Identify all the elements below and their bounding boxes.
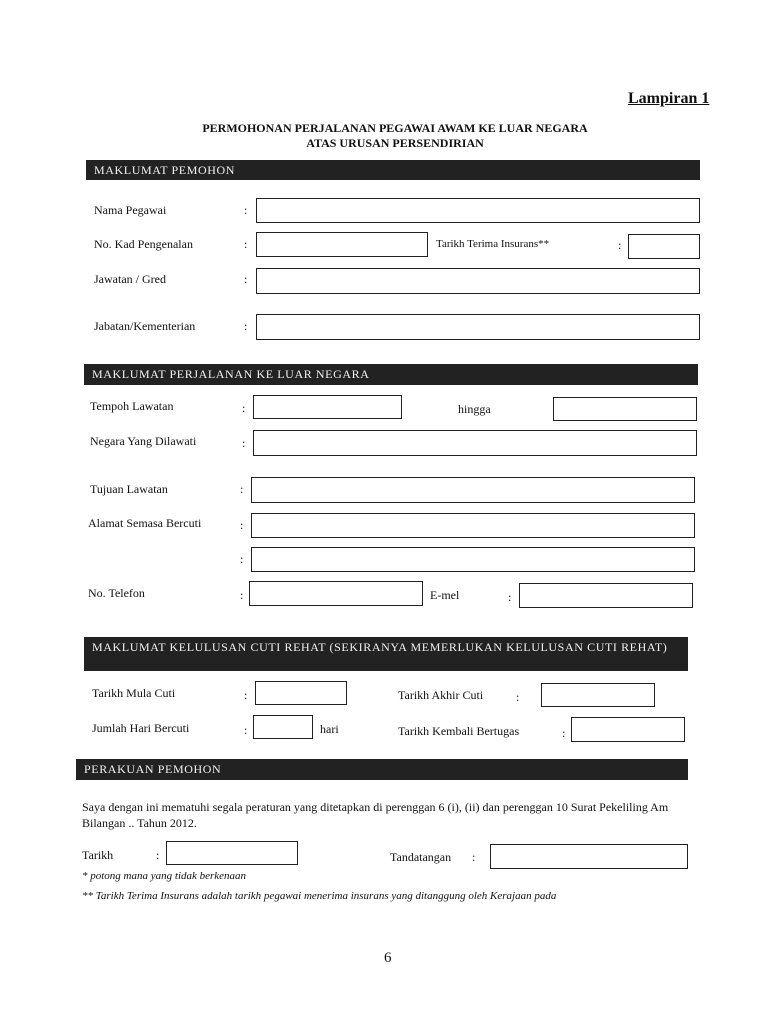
nama-pegawai-field[interactable]: [256, 198, 700, 223]
label-tarikh-akhir-cuti: Tarikh Akhir Cuti: [398, 688, 484, 702]
colon: :: [472, 850, 476, 864]
section-header-pemohon: MAKLUMAT PEMOHON: [86, 160, 700, 180]
tarikh-mula-cuti-field[interactable]: [255, 681, 347, 705]
label-jawatan-gred: Jawatan / Gred: [94, 272, 166, 286]
footnote-potong: * potong mana yang tidak berkenaan: [82, 870, 247, 882]
document-title: [120, 121, 670, 151]
label-alamat-semasa-bercuti: Alamat Semasa Bercuti: [88, 516, 202, 530]
colon: :: [244, 203, 248, 217]
colon: :: [516, 690, 520, 704]
tarikh-akhir-cuti-field[interactable]: [541, 683, 655, 707]
label-hari: hari: [320, 722, 339, 736]
tujuan-lawatan-field[interactable]: [251, 477, 695, 503]
label-e-mel: E-mel: [430, 588, 460, 602]
colon: :: [240, 482, 244, 496]
page-number: 6: [384, 950, 392, 966]
colon: :: [240, 588, 244, 602]
colon: :: [244, 723, 248, 737]
section-header-perakuan: PERAKUAN PEMOHON: [76, 759, 688, 780]
label-jumlah-hari-bercuti: Jumlah Hari Bercuti: [92, 721, 190, 735]
section-header-cuti-rehat: MAKLUMAT KELULUSAN CUTI REHAT (SEKIRANYA MEMERLUKAN KELULUSAN CUTI REHAT): [84, 637, 688, 671]
colon: :: [244, 272, 248, 286]
declaration-text: Saya dengan ini mematuhi segala peraturan yang ditetapkan di perenggan 6 (i), (ii) dan perenggan 10 Surat Pekeliling Am Bilangan .. Tahun 2012.: [82, 800, 669, 830]
no-kad-pengenalan-field[interactable]: [256, 232, 428, 257]
label-tarikh-terima-insurans: Tarikh Terima Insurans**: [436, 238, 550, 250]
colon: :: [156, 848, 160, 862]
tempoh-lawatan-dari-field[interactable]: [253, 395, 402, 419]
label-tempoh-lawatan: Tempoh Lawatan: [90, 399, 174, 413]
document-title-line1: PERMOHONAN PERJALANAN PEGAWAI AWAM KE LUAR NEGARA: [202, 121, 588, 135]
lampiran-label: Lampiran 1: [628, 90, 710, 107]
tempoh-lawatan-hingga-field[interactable]: [553, 397, 697, 421]
tarikh-terima-insurans-field[interactable]: [628, 234, 700, 259]
colon: :: [618, 238, 622, 252]
alamat-semasa-bercuti-field-2[interactable]: [251, 547, 695, 572]
label-no-kad-pengenalan: No. Kad Pengenalan: [94, 237, 193, 251]
tandatangan-field[interactable]: [490, 844, 688, 869]
colon: :: [244, 688, 248, 702]
colon: :: [562, 726, 566, 740]
alamat-semasa-bercuti-field-1[interactable]: [251, 513, 695, 538]
label-hingga: hingga: [458, 402, 491, 416]
label-tarikh: Tarikh: [82, 848, 114, 862]
tarikh-kembali-bertugas-field[interactable]: [571, 717, 685, 742]
label-negara-dilawati: Negara Yang Dilawati: [90, 434, 197, 448]
label-tarikh-mula-cuti: Tarikh Mula Cuti: [92, 686, 176, 700]
negara-dilawati-field[interactable]: [253, 430, 697, 456]
colon: :: [244, 237, 248, 251]
label-jabatan-kementerian: Jabatan/Kementerian: [94, 319, 196, 333]
colon: :: [242, 401, 246, 415]
e-mel-field[interactable]: [519, 583, 693, 608]
label-no-telefon: No. Telefon: [88, 586, 145, 600]
colon: :: [244, 319, 248, 333]
label-tarikh-kembali-bertugas: Tarikh Kembali Bertugas: [398, 724, 520, 738]
jawatan-gred-field[interactable]: [256, 268, 700, 294]
tarikh-field[interactable]: [166, 841, 298, 865]
label-tandatangan: Tandatangan: [390, 850, 452, 864]
label-tujuan-lawatan: Tujuan Lawatan: [90, 482, 168, 496]
colon: :: [242, 436, 246, 450]
jumlah-hari-bercuti-field[interactable]: [253, 715, 313, 739]
colon: :: [240, 518, 244, 532]
jabatan-kementerian-field[interactable]: [256, 314, 700, 340]
section-header-perjalanan: MAKLUMAT PERJALANAN KE LUAR NEGARA: [84, 364, 698, 385]
label-nama-pegawai: Nama Pegawai: [94, 203, 167, 217]
colon: :: [508, 590, 512, 604]
colon: :: [240, 552, 244, 566]
document-title-line2: ATAS URUSAN PERSENDIRIAN: [306, 136, 484, 150]
footnote-tarikh-insurans: ** Tarikh Terima Insurans adalah tarikh pegawai menerima insurans yang ditanggung oleh Kerajaan pada: [82, 890, 557, 902]
no-telefon-field[interactable]: [249, 581, 423, 606]
